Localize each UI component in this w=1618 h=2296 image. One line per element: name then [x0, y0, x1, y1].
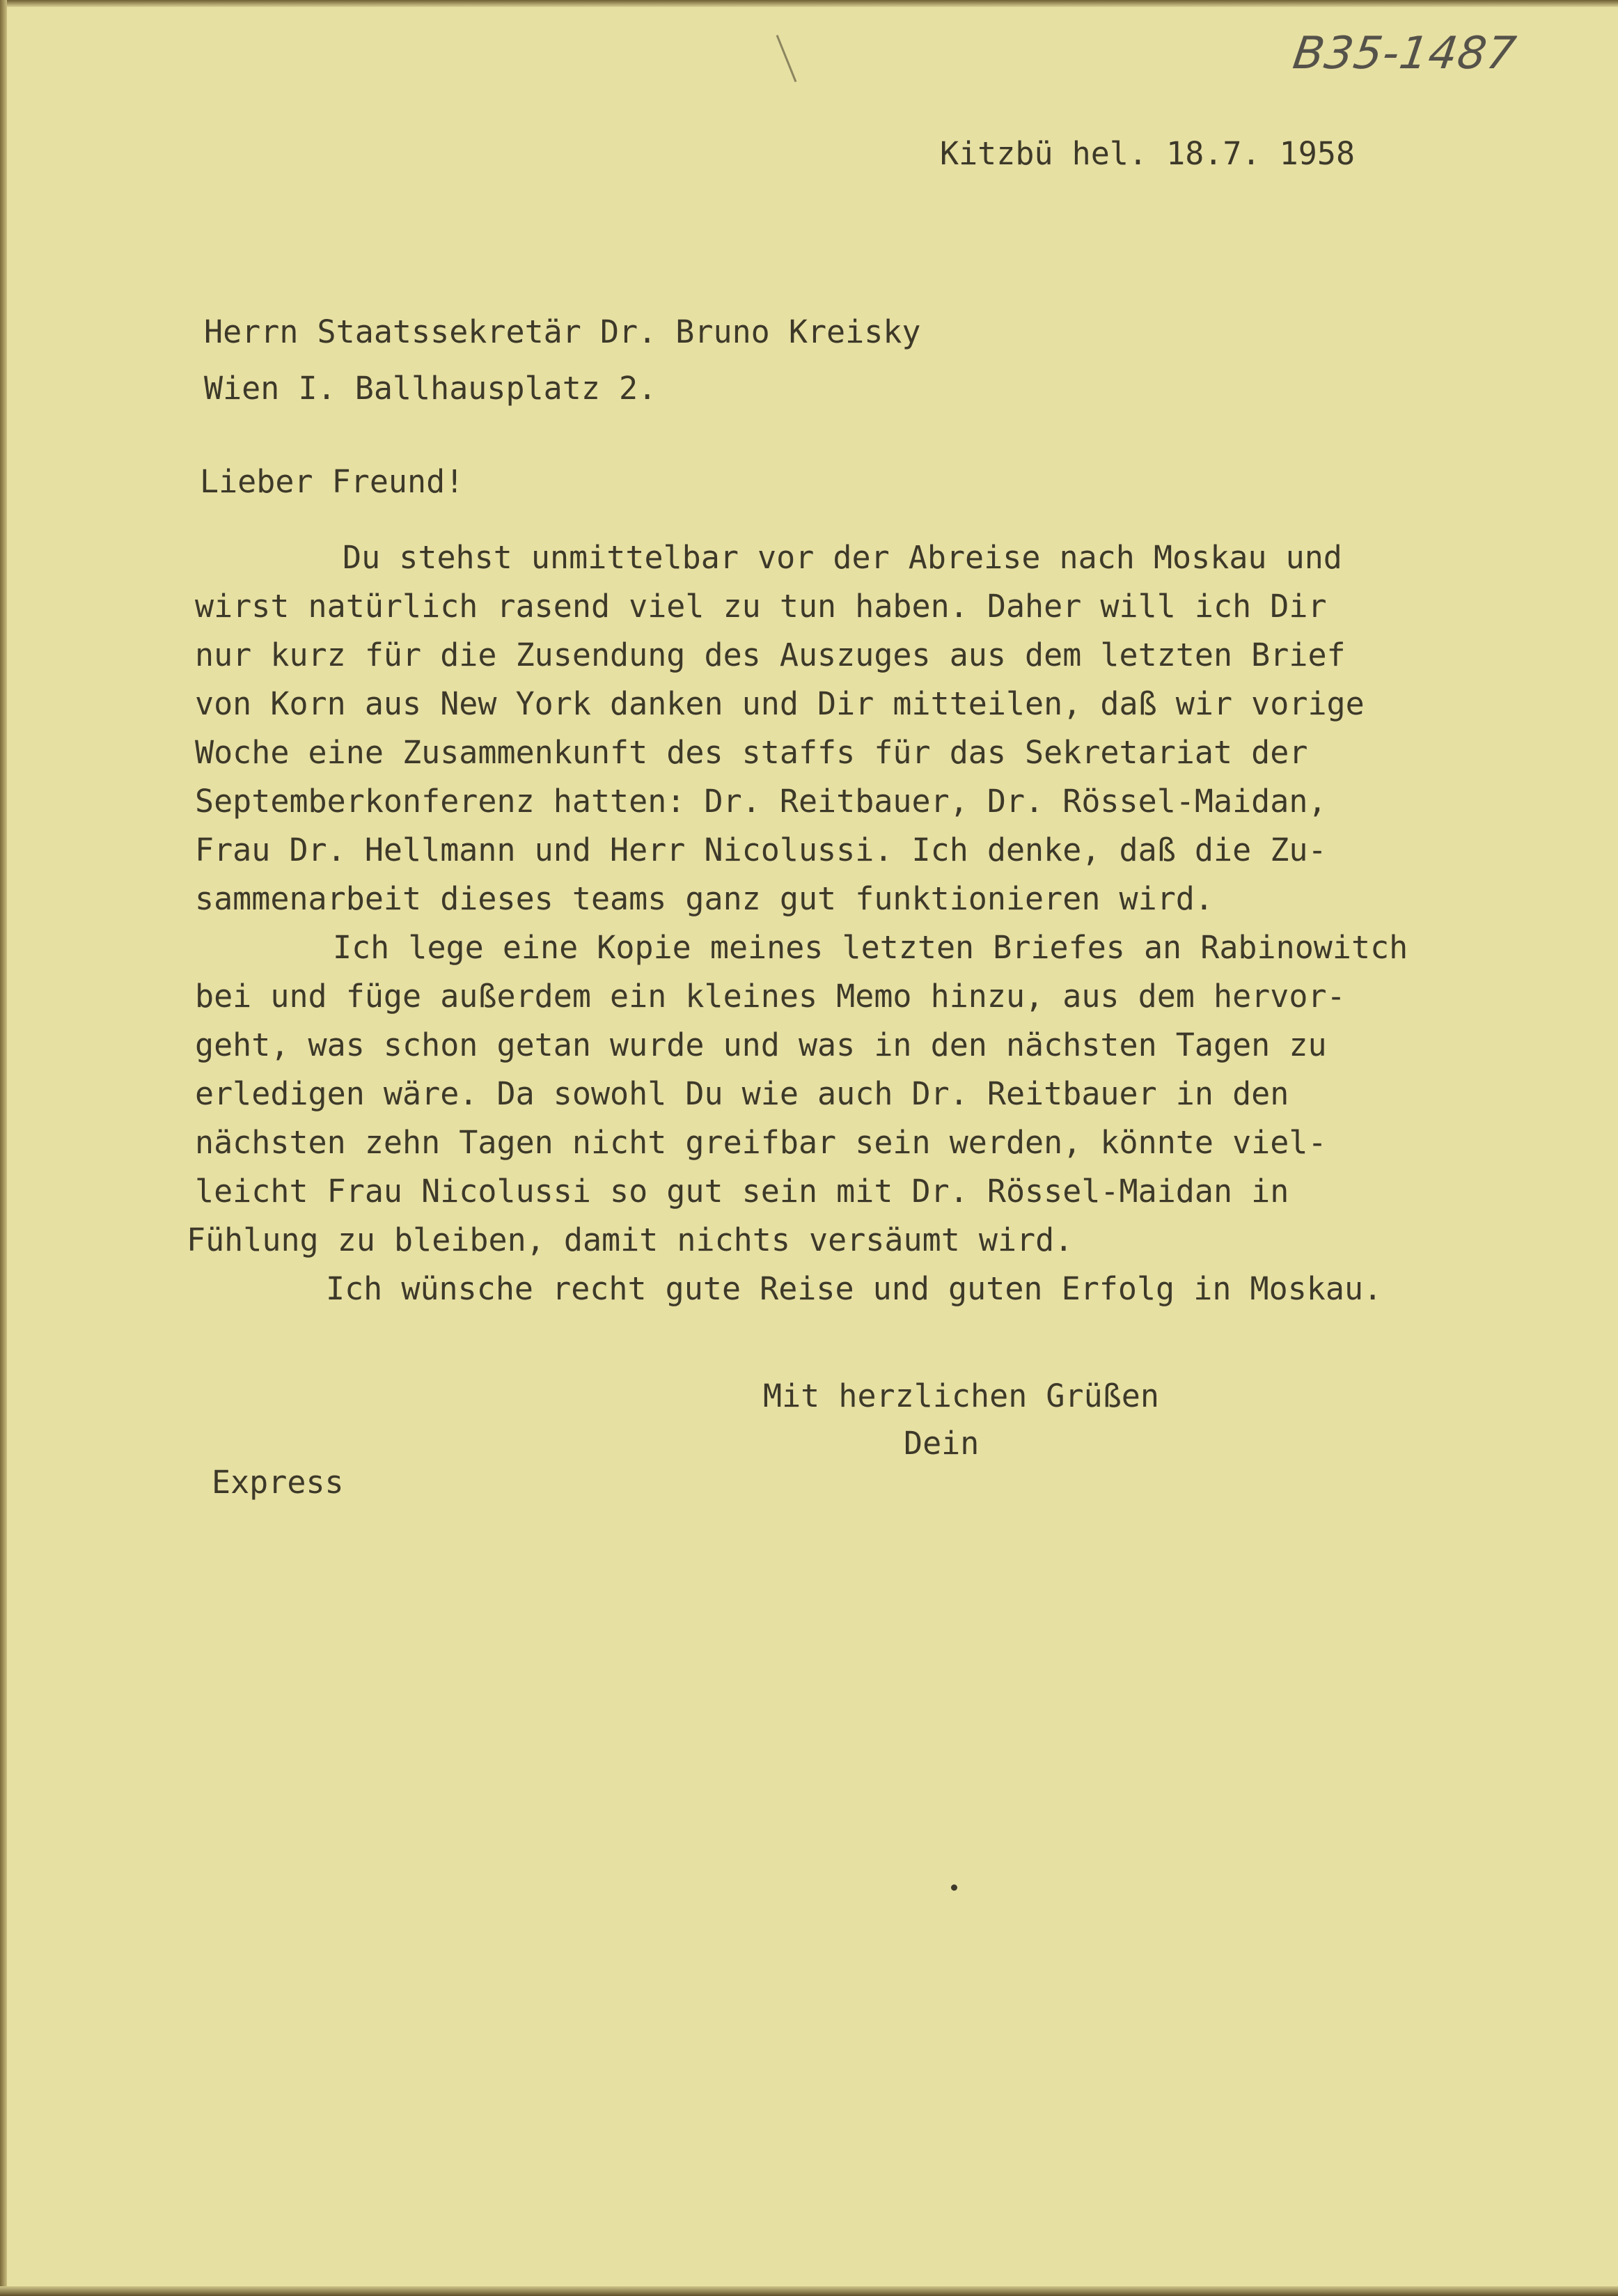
closing-sign-off: Dein — [904, 1425, 980, 1462]
body-line: wirst natürlich rasend viel zu tun haben. Daher will ich Dir — [195, 588, 1327, 625]
body-line: Ich wünsche recht gute Reise und guten Erfolg in Moskau. — [326, 1270, 1383, 1307]
body-line: bei und füge außerdem ein kleines Memo hinzu, aus dem hervor- — [195, 978, 1346, 1015]
body-line: Septemberkonferenz hatten: Dr. Reitbauer, Dr. Rössel-Maidan, — [195, 783, 1327, 820]
body-line: leicht Frau Nicolussi so gut sein mit Dr. Rössel-Maidan in — [195, 1173, 1289, 1210]
salutation: Lieber Freund! — [200, 463, 464, 500]
body-line: sammenarbeit dieses teams ganz gut funktionieren wird. — [195, 880, 1214, 917]
recipient-line-2: Wien I. Ballhausplatz 2. — [204, 370, 657, 407]
body-line: geht, was schon getan wurde und was in den nächsten Tagen zu — [195, 1026, 1327, 1063]
body-line: Frau Dr. Hellmann und Herr Nicolussi. Ich denke, daß die Zu- — [195, 831, 1327, 868]
express-note: Express — [212, 1464, 344, 1501]
body-line: Ich lege eine Kopie meines letzten Briefes an Rabinowitch — [333, 929, 1408, 966]
pencil-mark — [776, 35, 797, 82]
body-line: erledigen wäre. Da sowohl Du wie auch Dr. Reitbauer in den — [195, 1075, 1289, 1112]
body-line: Woche eine Zusammenkunft des staffs für das Sekretariat der — [195, 734, 1308, 771]
paper-edge-bottom — [0, 2286, 1618, 2296]
recipient-line-1: Herrn Staatssekretär Dr. Bruno Kreisky — [204, 313, 921, 350]
body-line: nur kurz für die Zusendung des Auszuges aus dem letzten Brief — [195, 637, 1346, 673]
body-line: Du stehst unmittelbar vor der Abreise nach Moskau und — [343, 539, 1342, 576]
body-line: Fühlung zu bleiben, damit nichts versäumt wird. — [187, 1221, 1074, 1258]
archive-mark: B35-1487 — [1289, 28, 1520, 79]
body-line: nächsten zehn Tagen nicht greifbar sein werden, könnte viel- — [195, 1124, 1327, 1161]
paper-edge-top — [0, 0, 1618, 7]
closing-greeting: Mit herzlichen Grüßen — [763, 1377, 1159, 1414]
paper-edge-left — [0, 0, 7, 2296]
letter-date: Kitzbü hel. 18.7. 1958 — [940, 135, 1356, 172]
ink-speck — [951, 1884, 957, 1891]
body-line: von Korn aus New York danken und Dir mitteilen, daß wir vorige — [195, 685, 1365, 722]
